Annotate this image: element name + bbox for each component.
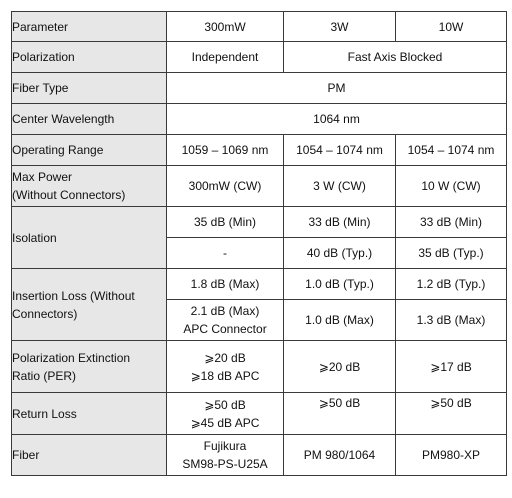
isolation-typ-300mw: - bbox=[167, 238, 284, 269]
label-insertion-loss-line1: Insertion Loss (Without bbox=[12, 288, 135, 303]
fiber-300mw-line1: Fujikura bbox=[203, 439, 247, 453]
label-operating-range: Operating Range bbox=[12, 135, 167, 166]
polarization-300mw: Independent bbox=[167, 42, 284, 73]
label-per bbox=[12, 341, 167, 393]
fiber-300mw bbox=[167, 435, 284, 476]
per-300mw-line2: ⩾18 dB APC bbox=[190, 368, 260, 383]
row-insertion-loss-1 bbox=[12, 269, 507, 300]
max-power-300mw: 300mW (CW) bbox=[167, 166, 284, 207]
per-3w: ⩾20 dB bbox=[284, 341, 396, 393]
row-per bbox=[12, 341, 507, 393]
max-power-10w: 10 W (CW) bbox=[396, 166, 507, 207]
return-loss-3w: ⩾50 dB bbox=[284, 393, 396, 435]
header-row bbox=[12, 12, 507, 42]
isolation-typ-3w: 40 dB (Typ.) bbox=[284, 238, 396, 269]
header-300mw: 300mW bbox=[167, 12, 284, 42]
row-center-wavelength bbox=[12, 104, 507, 135]
insertion-loss-10w: 1.2 dB (Typ.) bbox=[396, 269, 507, 300]
fiber-10w: PM980-XP bbox=[396, 435, 507, 476]
insertion-loss-3w: 1.0 dB (Typ.) bbox=[284, 269, 396, 300]
return-loss-300mw-line1: ⩾50 dB bbox=[204, 397, 246, 412]
label-per-line2: Ratio (PER) bbox=[12, 368, 77, 383]
specification-table bbox=[11, 11, 507, 476]
row-max-power bbox=[12, 166, 507, 207]
header-3w: 3W bbox=[284, 12, 396, 42]
label-fiber: Fiber bbox=[12, 435, 167, 476]
polarization-3w-10w: Fast Axis Blocked bbox=[284, 42, 507, 73]
label-center-wavelength: Center Wavelength bbox=[12, 104, 167, 135]
row-fiber-type bbox=[12, 73, 507, 104]
insertion-loss-max-10w: 1.3 dB (Max) bbox=[396, 300, 507, 341]
center-wavelength-value: 1064 nm bbox=[167, 104, 507, 135]
fiber-3w: PM 980/1064 bbox=[284, 435, 396, 476]
label-max-power-line1: Max Power bbox=[12, 170, 73, 184]
label-insertion-loss-line2: Connectors) bbox=[12, 306, 78, 321]
insertion-loss-apc-300mw bbox=[167, 300, 284, 341]
per-300mw-line1: ⩾20 dB bbox=[204, 350, 246, 365]
return-loss-10w: ⩾50 dB bbox=[396, 393, 507, 435]
per-300mw bbox=[167, 341, 284, 393]
label-per-line1: Polarization Extinction bbox=[12, 350, 131, 365]
label-polarization: Polarization bbox=[12, 42, 167, 73]
label-fiber-type: Fiber Type bbox=[12, 73, 167, 104]
label-max-power-line2: (Without Connectors) bbox=[12, 188, 126, 202]
label-insertion-loss bbox=[12, 269, 167, 341]
insertion-loss-apc-note: APC Connector bbox=[183, 322, 267, 336]
fiber-type-value: PM bbox=[167, 73, 507, 104]
return-loss-300mw-line2: ⩾45 dB APC bbox=[190, 415, 260, 430]
isolation-typ-10w: 35 dB (Typ.) bbox=[396, 238, 507, 269]
isolation-min-3w: 33 dB (Min) bbox=[284, 207, 396, 238]
label-max-power bbox=[12, 166, 167, 207]
isolation-min-10w: 33 dB (Min) bbox=[396, 207, 507, 238]
label-isolation: Isolation bbox=[12, 207, 167, 269]
header-10w: 10W bbox=[396, 12, 507, 42]
max-power-3w: 3 W (CW) bbox=[284, 166, 396, 207]
fiber-300mw-line2: SM98-PS-U25A bbox=[182, 457, 268, 471]
isolation-min-300mw: 35 dB (Min) bbox=[167, 207, 284, 238]
return-loss-300mw bbox=[167, 393, 284, 435]
header-parameter: Parameter bbox=[12, 12, 167, 42]
per-10w: ⩾17 dB bbox=[396, 341, 507, 393]
row-operating-range bbox=[12, 135, 507, 166]
operating-range-10w: 1054 – 1074 nm bbox=[396, 135, 507, 166]
row-polarization bbox=[12, 42, 507, 73]
row-return-loss bbox=[12, 393, 507, 435]
label-return-loss: Return Loss bbox=[12, 393, 167, 435]
operating-range-3w: 1054 – 1074 nm bbox=[284, 135, 396, 166]
insertion-loss-max-3w: 1.0 dB (Max) bbox=[284, 300, 396, 341]
operating-range-300mw: 1059 – 1069 nm bbox=[167, 135, 284, 166]
insertion-loss-apc-value: 2.1 dB (Max) bbox=[190, 304, 260, 318]
row-isolation-min bbox=[12, 207, 507, 238]
row-fiber bbox=[12, 435, 507, 476]
insertion-loss-300mw: 1.8 dB (Max) bbox=[167, 269, 284, 300]
